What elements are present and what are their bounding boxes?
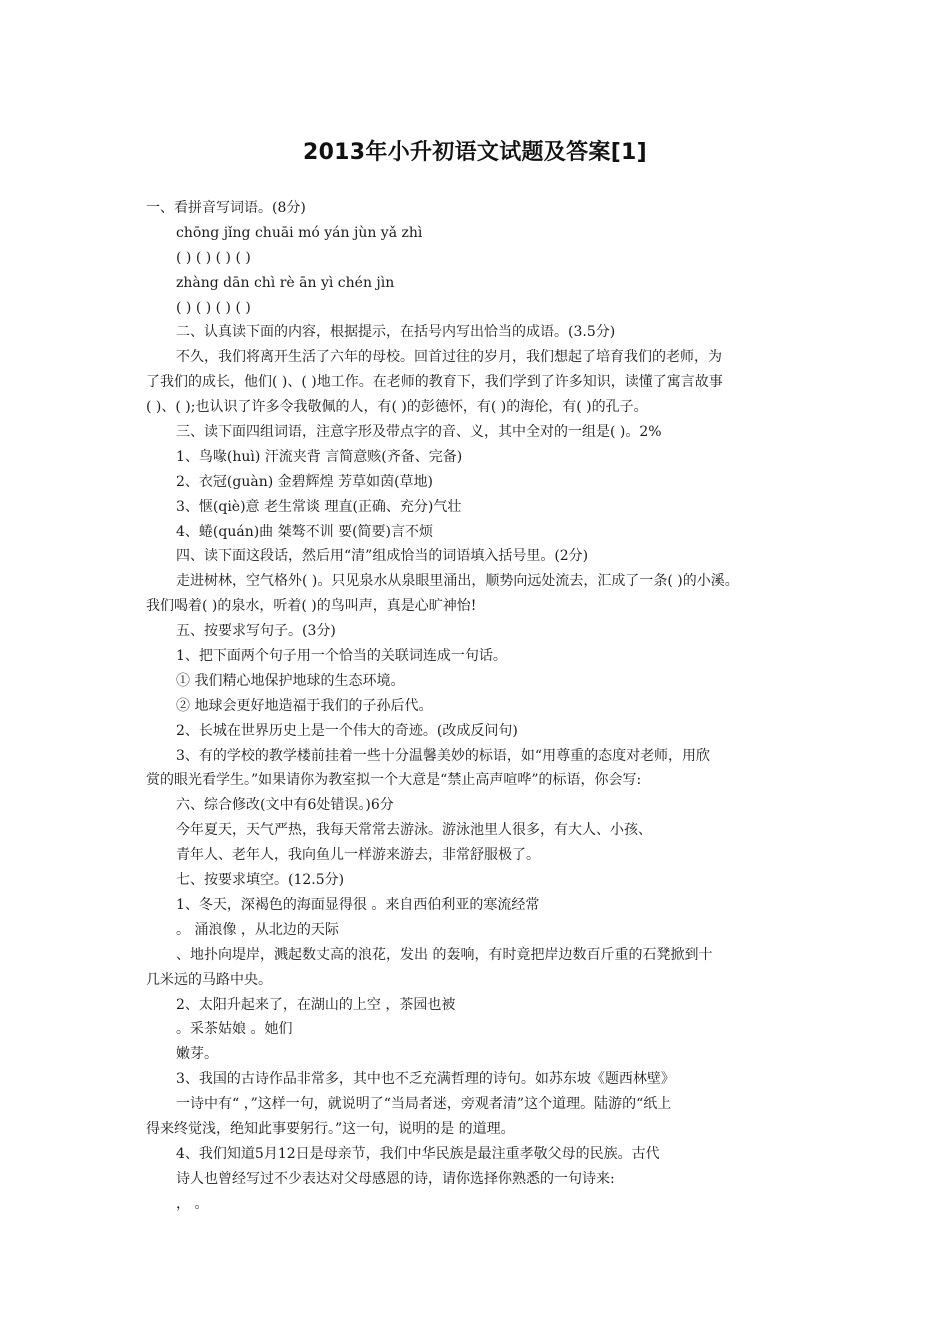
text-line: ① 我们精心地保护地球的生态环境。: [176, 672, 405, 689]
text-line: 三、读下面四组词语，注意字形及带点字的音、义，其中全对的一组是( )。2%: [176, 424, 662, 441]
text-line: 我们喝着( )的泉水，听着( )的鸟叫声，真是心旷神怡!: [146, 598, 477, 615]
text-line: 一诗中有“ ，”这样一句，就说明了“当局者迷，旁观者清”这个道理。陆游的“纸上: [176, 1096, 672, 1113]
text-line: 五、按要求写句子。(3分): [176, 623, 336, 640]
text-line: 赏的眼光看学生。”如果请你为教室拟一个大意是“禁止高声喧哗”的标语，你会写:: [146, 772, 642, 789]
text-line: 二、认真读下面的内容，根据提示，在括号内写出恰当的成语。(3.5分): [176, 324, 616, 341]
text-line: ② 地球会更好地造福于我们的子孙后代。: [176, 697, 433, 714]
text-line: 。采茶姑娘 。她们: [176, 1021, 293, 1038]
text-line: 四、读下面这段话，然后用“清”组成恰当的词语填入括号里。(2分): [176, 548, 589, 565]
text-line: 2、衣冠(guàn) 金碧辉煌 芳草如茵(草地): [176, 473, 433, 490]
text-line: 。 涌浪像 ，从北边的天际: [176, 921, 339, 938]
text-line: 七、按要求填空。(12.5分): [176, 872, 345, 889]
text-line: ( ) ( ) ( ) ( ): [176, 249, 251, 266]
text-line: 嫩芽。: [176, 1046, 218, 1063]
text-line: ， 。: [176, 1195, 209, 1212]
text-line: 今年夏天，天气严热，我每天常常去游泳。游泳池里人很多，有大人、小孩、: [176, 822, 652, 839]
text-line: ( )、( );也认识了许多令我敬佩的人，有( )的彭德怀，有( )的海伦，有( )的孔子。: [146, 399, 648, 416]
text-line: 一、看拼音写词语。(8分): [146, 200, 306, 216]
text-line: 走进树林，空气格外( )。只见泉水从泉眼里涌出，顺势向远处流去，汇成了一条( )的小溪。: [176, 573, 739, 590]
text-line: 几米远的马路中央。: [146, 971, 272, 988]
text-line: 得来终觉浅，绝知此事要躬行。”这一句，说明的是 的道理。: [146, 1120, 515, 1137]
text-line: zhàng dān chì rè ān yì chén jìn: [176, 274, 395, 291]
text-line: 六、综合修改(文中有6处错误。)6分: [176, 797, 394, 814]
text-line: ( ) ( ) ( ) ( ): [176, 299, 251, 316]
text-line: 、地扑向堤岸，溅起数丈高的浪花，发出 的轰响，有时竟把岸边数百斤重的石凳掀到十: [176, 946, 713, 963]
text-line: 不久，我们将离开生活了六年的母校。回首过往的岁月，我们想起了培育我们的老师，为: [176, 349, 722, 366]
text-line: 3、有的学校的教学楼前挂着一些十分温馨美妙的标语，如“用尊重的态度对老师，用欣: [176, 747, 711, 764]
text-line: 3、惬(qiè)意 老生常谈 理直(正确、充分)气壮: [176, 498, 462, 515]
text-line: 青年人、老年人，我向鱼儿一样游来游去，非常舒服极了。: [176, 847, 540, 864]
text-line: 2、太阳升起来了，在湖山的上空 ，茶园也被: [176, 996, 456, 1013]
document-body: [146, 196, 814, 1217]
document-title: 2013年小升初语文试题及答案[1]: [302, 140, 648, 165]
text-line: 1、鸟喙(huì) 汗流夹背 言简意赅(齐备、完备): [176, 448, 463, 465]
text-line: 诗人也曾经写过不少表达对父母感恩的诗，请你选择你熟悉的一句诗来:: [176, 1170, 615, 1187]
text-line: 1、把下面两个句子用一个恰当的关联词连成一句话。: [176, 648, 507, 665]
text-line: 3、我国的古诗作品非常多，其中也不乏充满哲理的诗句。如苏东坡《题西林壁》: [176, 1071, 675, 1088]
text-line: chōng jǐng chuāi mó yán jùn yǎ zhì: [176, 224, 423, 241]
text-line: 2、长城在世界历史上是一个伟大的奇迹。(改成反问句): [176, 722, 518, 739]
text-line: 4、我们知道5月12日是母亲节，我们中华民族是最注重孝敬父母的民族。古代: [176, 1145, 660, 1162]
text-line: 了我们的成长，他们( )、( )地工作。在老师的教育下，我们学到了许多知识，读懂了寓言故事: [146, 374, 723, 391]
text-line: 4、蜷(quán)曲 桀骜不训 要(简要)言不烦: [176, 523, 433, 540]
text-line: 1、冬天，深褐色的海面显得很 。来自西伯利亚的寒流经常: [176, 896, 540, 913]
